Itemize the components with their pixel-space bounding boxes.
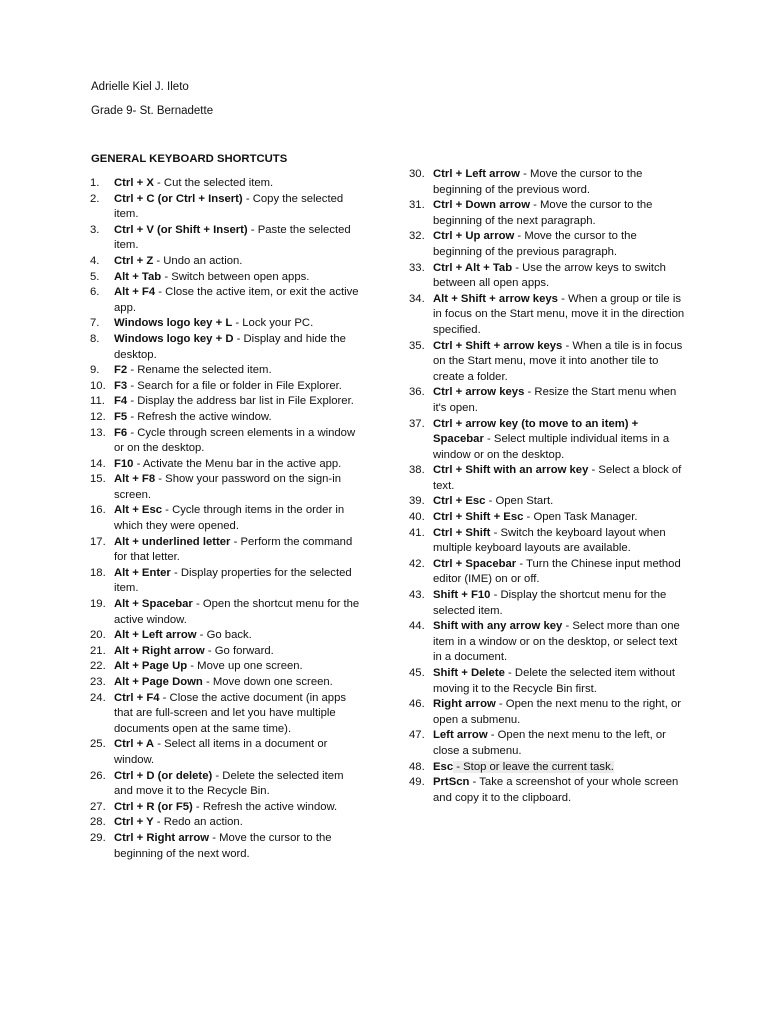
- shortcut-description: - Switch the keyboard layout when multiple keyboard layouts are available.: [433, 526, 666, 555]
- shortcut-item: [409, 167, 687, 198]
- shortcut-keys: Esc: [433, 760, 454, 773]
- shortcut-description: - Copy the selected item.: [114, 192, 344, 221]
- shortcut-keys: Ctrl + C (or Ctrl + Insert): [114, 192, 243, 205]
- item-number: 25.: [90, 738, 106, 751]
- shortcut-keys: F5: [114, 410, 128, 423]
- document-title: GENERAL KEYBOARD SHORTCUTS: [91, 153, 288, 165]
- shortcut-item: [409, 775, 687, 806]
- item-number: 4.: [90, 254, 100, 267]
- shortcut-item: [409, 198, 687, 229]
- shortcut-keys: Ctrl + Left arrow: [433, 168, 520, 180]
- shortcut-item: [90, 831, 360, 862]
- item-number: 48.: [409, 760, 425, 773]
- item-number: 45.: [409, 667, 425, 679]
- item-number: 14.: [90, 457, 106, 470]
- shortcut-keys: Alt + Page Up: [114, 660, 188, 673]
- shortcut-item: [90, 285, 360, 316]
- item-number: 29.: [90, 831, 106, 844]
- item-number: 37.: [409, 417, 425, 430]
- shortcut-item: [409, 588, 687, 619]
- item-number: 6.: [90, 286, 100, 299]
- shortcut-item: [409, 229, 687, 260]
- item-number: 23.: [90, 676, 106, 688]
- item-number: 36.: [409, 386, 425, 399]
- shortcut-description: - Activate the Menu bar in the active app.: [133, 457, 342, 470]
- item-number: 30.: [409, 168, 425, 180]
- shortcut-description: - Stop or leave the current task.: [453, 760, 614, 773]
- shortcut-description: - Display properties for the selected item.: [114, 566, 352, 595]
- grade-section: Grade 9- St. Bernadette: [91, 105, 214, 117]
- shortcut-keys: Alt + Shift + arrow keys: [433, 292, 558, 305]
- shortcut-item: [90, 316, 360, 332]
- shortcut-keys: F10: [114, 457, 134, 470]
- item-number: 33.: [409, 261, 425, 274]
- shortcut-keys: F2: [114, 364, 128, 377]
- shortcut-keys: Ctrl + R (or F5): [114, 800, 193, 813]
- shortcut-description: - When a group or tile is in focus on the Start menu, move it in the direction specified.: [433, 292, 685, 336]
- shortcut-item: [90, 192, 360, 223]
- shortcut-description: - Use the arrow keys to switch between all open apps.: [433, 261, 666, 290]
- shortcut-description: - Perform the command for that letter.: [114, 535, 353, 564]
- shortcut-item: [409, 666, 687, 697]
- shortcut-keys: Ctrl + Esc: [433, 495, 486, 508]
- item-number: 22.: [90, 660, 106, 673]
- shortcut-keys: Ctrl + Right arrow: [114, 831, 210, 844]
- shortcut-description: - Display the shortcut menu for the selected item.: [433, 589, 667, 617]
- shortcut-item: [409, 339, 687, 386]
- shortcut-description: - Cut the selected item.: [153, 177, 274, 189]
- shortcut-keys: Alt + Left arrow: [114, 629, 197, 642]
- item-number: 41.: [409, 526, 425, 539]
- shortcut-item: [90, 675, 360, 691]
- shortcut-item: [409, 463, 687, 494]
- item-number: 7.: [90, 317, 100, 330]
- shortcut-description: - Close the active document (in apps that are full-screen and let you have multiple documents open at the same time).: [114, 691, 347, 735]
- shortcut-item: [90, 457, 360, 473]
- shortcut-description: - Open the shortcut menu for the active window.: [114, 598, 360, 626]
- shortcut-description: - Display and hide the desktop.: [114, 332, 346, 361]
- shortcut-item: [90, 379, 360, 395]
- shortcut-description: - Refresh the active window.: [127, 410, 272, 423]
- shortcut-keys: Ctrl + F4: [114, 691, 160, 704]
- shortcut-item: [90, 410, 360, 426]
- shortcut-keys: Ctrl + Alt + Tab: [433, 261, 513, 274]
- shortcut-description: - Go back.: [196, 629, 252, 642]
- shortcut-description: - Move the cursor to the beginning of the previous word.: [433, 168, 643, 196]
- shortcut-item: [90, 597, 360, 628]
- shortcut-item: [90, 644, 360, 660]
- shortcut-keys: Alt + Esc: [114, 504, 163, 517]
- shortcut-description: - Paste the selected item.: [114, 223, 351, 252]
- shortcut-item: [409, 510, 687, 526]
- shortcut-keys: Shift with any arrow key: [433, 620, 563, 633]
- author-name: Adrielle Kiel J. Ileto: [91, 81, 189, 93]
- shortcut-description: - Take a screenshot of your whole screen and copy it to the clipboard.: [433, 776, 679, 804]
- shortcut-item: [409, 417, 687, 464]
- shortcut-item: [409, 557, 687, 588]
- shortcut-keys: F6: [114, 426, 128, 439]
- shortcut-list-right: [409, 167, 687, 806]
- shortcut-item: [90, 769, 360, 800]
- shortcut-keys: Ctrl + Shift with an arrow key: [433, 464, 589, 477]
- shortcut-item: [409, 261, 687, 292]
- item-number: 2.: [90, 192, 100, 205]
- item-number: 43.: [409, 589, 425, 602]
- shortcut-description: - Delete the selected item without moving it to the Recycle Bin first.: [433, 667, 676, 695]
- item-number: 31.: [409, 199, 425, 212]
- shortcut-keys: Ctrl + D (or delete): [114, 769, 213, 782]
- item-number: 1.: [90, 177, 100, 189]
- item-number: 24.: [90, 691, 106, 704]
- shortcut-keys: Ctrl + A: [114, 738, 155, 751]
- item-number: 11.: [90, 395, 105, 408]
- shortcut-description: - Show your password on the sign-in screen.: [114, 473, 341, 501]
- shortcut-description: - Rename the selected item.: [127, 364, 272, 377]
- shortcut-description: - Move the cursor to the beginning of the next word.: [114, 831, 332, 860]
- shortcut-keys: Ctrl + V (or Shift + Insert): [114, 223, 248, 236]
- item-number: 15.: [90, 473, 106, 486]
- shortcut-item: [90, 176, 360, 192]
- shortcut-description: - Move up one screen.: [187, 660, 303, 673]
- shortcut-item: [90, 363, 360, 379]
- shortcut-keys: Alt + Spacebar: [114, 598, 193, 611]
- item-number: 8.: [90, 332, 100, 345]
- shortcut-item: [409, 619, 687, 666]
- shortcut-item: [409, 292, 687, 339]
- item-number: 39.: [409, 495, 425, 508]
- shortcut-description: - When a tile is in focus on the Start menu, move it into another tile to create a folder.: [433, 339, 683, 383]
- item-number: 12.: [90, 410, 106, 423]
- shortcut-keys: Alt + Right arrow: [114, 644, 205, 657]
- shortcut-description: - Lock your PC.: [232, 317, 314, 330]
- shortcut-description: - Open the next menu to the left, or close a submenu.: [433, 729, 666, 757]
- shortcut-item: [90, 628, 360, 644]
- shortcut-description: - Select a block of text.: [433, 464, 682, 492]
- shortcut-keys: Ctrl + X: [114, 177, 154, 189]
- shortcut-item: [90, 223, 360, 254]
- shortcut-keys: Alt + Page Down: [114, 676, 203, 688]
- item-number: 5.: [90, 270, 100, 283]
- shortcut-item: [90, 426, 360, 457]
- shortcut-item: [409, 494, 687, 510]
- item-number: 20.: [90, 629, 106, 642]
- shortcut-description: - Open Task Manager.: [523, 511, 638, 524]
- shortcut-keys: Alt + Enter: [114, 566, 171, 579]
- shortcut-item: [90, 270, 360, 286]
- shortcut-description: - Search for a file or folder in File Explorer.: [127, 379, 342, 392]
- shortcut-description: - Resize the Start menu when it's open.: [433, 386, 677, 414]
- shortcut-item: [90, 800, 360, 816]
- shortcut-description: - Select all items in a document or window.: [114, 738, 328, 766]
- shortcut-keys: Alt + Tab: [114, 270, 162, 283]
- shortcut-keys: Ctrl + Down arrow: [433, 199, 530, 212]
- shortcut-description: - Move the cursor to the beginning of the previous paragraph.: [433, 230, 637, 258]
- shortcut-description: - Delete the selected item and move it to the Recycle Bin.: [114, 769, 344, 798]
- shortcut-item: [90, 394, 360, 410]
- shortcut-item: [409, 385, 687, 416]
- item-number: 21.: [90, 644, 106, 657]
- item-number: 16.: [90, 504, 106, 517]
- shortcut-description: - Switch between open apps.: [161, 270, 310, 283]
- shortcut-description: - Move the cursor to the beginning of the next paragraph.: [433, 199, 653, 227]
- shortcut-description: - Redo an action.: [153, 816, 243, 829]
- item-number: 18.: [90, 566, 106, 579]
- item-number: 38.: [409, 464, 425, 477]
- shortcut-item: [90, 535, 360, 566]
- shortcut-keys: Ctrl + Shift: [433, 526, 491, 539]
- item-number: 9.: [90, 364, 100, 377]
- shortcut-keys: Windows logo key + D: [114, 332, 234, 345]
- shortcut-keys: Alt + underlined letter: [114, 535, 231, 548]
- shortcut-description: - Refresh the active window.: [192, 800, 338, 813]
- shortcut-description: - Cycle through screen elements in a window or on the desktop.: [114, 426, 356, 455]
- shortcut-keys: Ctrl + Y: [114, 816, 154, 829]
- item-number: 26.: [90, 769, 106, 782]
- item-number: 47.: [409, 729, 425, 742]
- shortcut-keys: Shift + Delete: [433, 667, 505, 679]
- shortcut-item: [409, 697, 687, 728]
- shortcut-description: - Open Start.: [485, 495, 554, 508]
- shortcut-keys: PrtScn: [433, 776, 470, 789]
- shortcut-item: [90, 503, 360, 534]
- item-number: 42.: [409, 557, 425, 570]
- item-number: 27.: [90, 800, 106, 813]
- shortcut-item: [90, 332, 360, 363]
- item-number: 40.: [409, 511, 425, 524]
- shortcut-description: - Open the next menu to the right, or open a submenu.: [433, 698, 682, 726]
- shortcut-item: [90, 691, 360, 738]
- shortcut-description: - Go forward.: [204, 644, 274, 657]
- shortcut-description: - Turn the Chinese input method editor (IME) on or off.: [433, 557, 681, 586]
- item-number: 34.: [409, 292, 425, 305]
- shortcut-keys: Ctrl + Spacebar: [433, 557, 517, 570]
- shortcut-keys: Windows logo key + L: [114, 317, 233, 330]
- shortcut-description: - Select multiple individual items in a window or on the desktop.: [433, 433, 670, 461]
- shortcut-keys: Shift + F10: [433, 589, 491, 602]
- shortcut-keys: Alt + F4: [114, 286, 156, 299]
- item-number: 49.: [409, 776, 425, 789]
- shortcut-description: - Close the active item, or exit the active app.: [114, 286, 359, 314]
- shortcut-description: - Display the address bar list in File Explorer.: [127, 395, 354, 408]
- item-number: 17.: [90, 535, 106, 548]
- item-number: 32.: [409, 230, 425, 243]
- shortcut-item: [90, 472, 360, 503]
- shortcut-keys: Ctrl + arrow keys: [433, 386, 525, 399]
- shortcut-item: [409, 728, 687, 759]
- shortcut-description: - Move down one screen.: [202, 676, 333, 688]
- shortcut-item: [90, 254, 360, 270]
- shortcut-description: - Select more than one item in a window or on the desktop, or select text in a document.: [433, 620, 680, 664]
- shortcut-keys: Ctrl + Z: [114, 254, 154, 267]
- shortcut-keys: Ctrl + Shift + Esc: [433, 511, 524, 524]
- shortcut-keys: Right arrow: [433, 698, 496, 711]
- shortcut-keys: Ctrl + Up arrow: [433, 230, 515, 243]
- item-number: 35.: [409, 339, 425, 352]
- item-number: 19.: [90, 598, 106, 611]
- shortcut-item: [409, 760, 687, 776]
- shortcut-item: [90, 566, 360, 597]
- item-number: 3.: [90, 223, 100, 236]
- item-number: 10.: [90, 379, 106, 392]
- item-number: 13.: [90, 426, 106, 439]
- shortcut-item: [90, 737, 360, 768]
- shortcut-keys: Alt + F8: [114, 473, 156, 486]
- shortcut-keys: Left arrow: [433, 729, 488, 742]
- item-number: 28.: [90, 816, 106, 829]
- shortcut-description: - Cycle through items in the order in which they were opened.: [114, 504, 345, 533]
- item-number: 46.: [409, 698, 425, 711]
- shortcut-item: [409, 526, 687, 557]
- shortcut-keys: F3: [114, 379, 128, 392]
- shortcut-description: - Undo an action.: [153, 254, 243, 267]
- item-number: 44.: [409, 620, 425, 633]
- shortcut-keys: Ctrl + arrow key (to move to an item) + Spacebar: [433, 417, 639, 446]
- shortcut-item: [90, 659, 360, 675]
- shortcut-item: [90, 815, 360, 831]
- shortcut-list-left: [90, 176, 360, 862]
- shortcut-keys: F4: [114, 395, 128, 408]
- shortcut-keys: Ctrl + Shift + arrow keys: [433, 339, 563, 352]
